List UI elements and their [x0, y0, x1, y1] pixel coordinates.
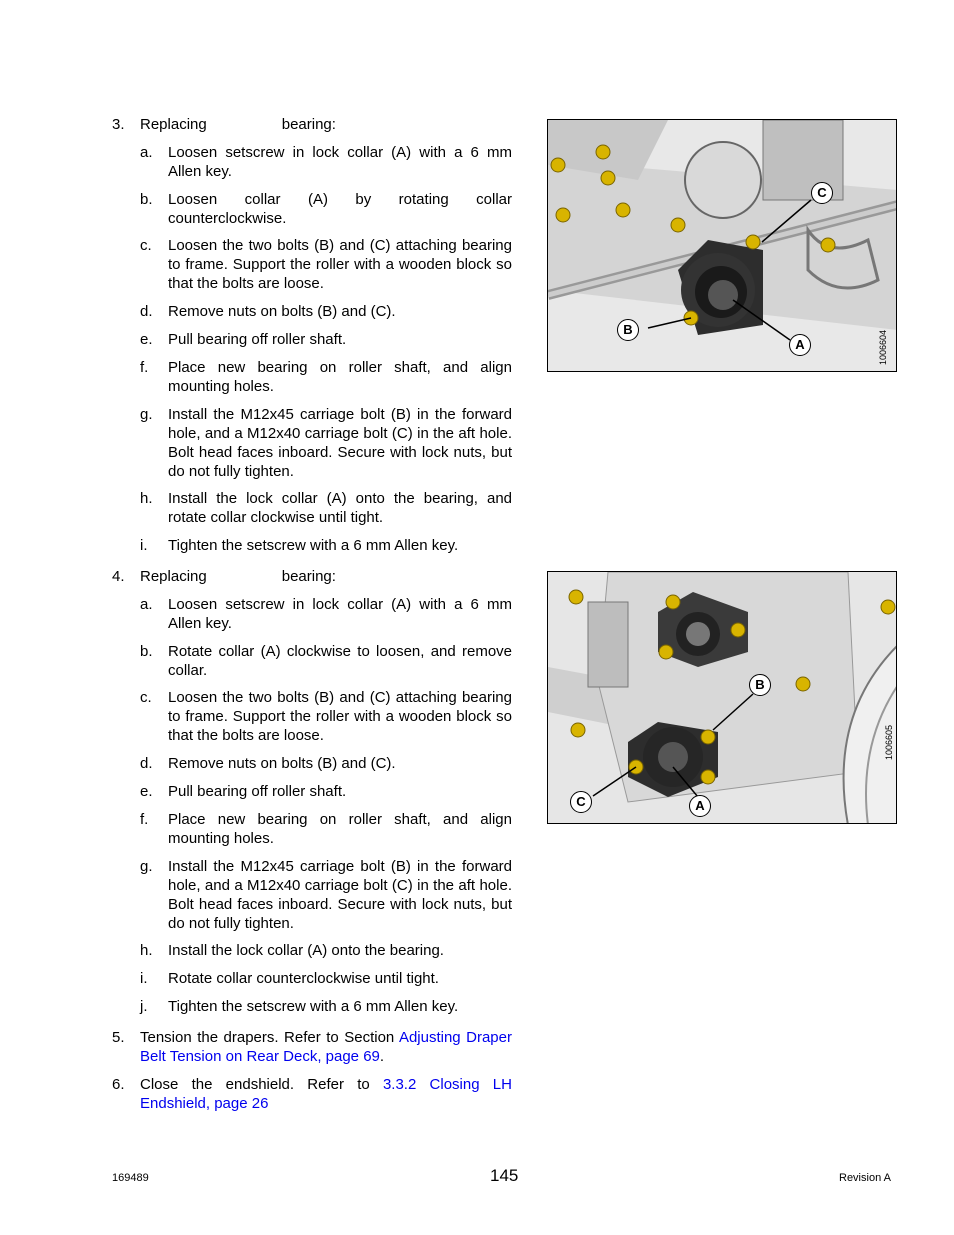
callout-b: B: [617, 319, 639, 341]
step-number: 4.: [112, 568, 125, 585]
substep-text: Install the lock collar (A) onto the bearing, and rotate collar clockwise until tight.: [168, 490, 512, 526]
substep-text: Loosen setscrew in lock collar (A) with a 6 mm Allen key.: [168, 144, 512, 180]
figure-front-bearing: [547, 571, 897, 824]
substep-letter: b.: [140, 191, 153, 208]
substep-text: Remove nuts on bolts (B) and (C).: [168, 755, 396, 772]
step-number: 5.: [112, 1029, 125, 1046]
substep-letter: f.: [140, 359, 149, 376]
callout-a: A: [789, 334, 811, 356]
substep-text: Loosen the two bolts (B) and (C) attaching bearing to frame. Support the roller with a wooden block so that the bolts are loose.: [168, 689, 512, 744]
substep-letter: j.: [140, 998, 148, 1015]
page-number: 145: [490, 1166, 519, 1185]
figure-id: 1006605: [884, 724, 894, 760]
substep-letter: g.: [140, 406, 153, 423]
figure-illustration: [548, 120, 897, 372]
substep-text: Tighten the setscrew with a 6 mm Allen key.: [168, 998, 459, 1015]
substep-text: Tighten the setscrew with a 6 mm Allen key.: [168, 537, 459, 554]
substep-letter: a.: [140, 596, 153, 613]
substep-letter: g.: [140, 858, 153, 875]
step-text: [140, 1028, 512, 1066]
substep-text: Rotate collar (A) clockwise to loosen, and remove collar.: [168, 643, 512, 679]
step-5-text: Tension the drapers. Refer to Section: [140, 1029, 399, 1046]
step-text: [140, 1075, 512, 1113]
substep-text: Loosen setscrew in lock collar (A) with a 6 mm Allen key.: [168, 596, 512, 632]
substep-letter: h.: [140, 942, 153, 959]
substep-text: Install the lock collar (A) onto the bearing.: [168, 942, 444, 959]
footer-doc-number: 169489: [112, 1172, 149, 1184]
substep-text: Pull bearing off roller shaft.: [168, 783, 347, 800]
figure-illustration: [548, 572, 897, 824]
substep-letter: b.: [140, 643, 153, 660]
substep-letter: h.: [140, 490, 153, 507]
substep-text: Place new bearing on roller shaft, and align mounting holes.: [168, 359, 512, 395]
substep-letter: a.: [140, 144, 153, 161]
figure-rear-bearing: [547, 119, 897, 372]
substep-text: Loosen collar (A) by rotating collar counterclockwise.: [168, 191, 512, 227]
substep-letter: f.: [140, 811, 149, 828]
step-title: Replacing bearing:: [140, 568, 336, 585]
substep-letter: i.: [140, 970, 148, 987]
closing-endshield-link[interactable]: 3.3.2 Closing LH Endshield, page 26: [140, 1076, 512, 1112]
figure-id: 1006604: [878, 329, 888, 365]
substep-letter: e.: [140, 331, 153, 348]
footer-revision: Revision A: [839, 1172, 891, 1184]
adjusting-draper-link[interactable]: Adjusting Draper Belt Tension on Rear Deck, page 69: [140, 1029, 512, 1065]
callout-a: A: [689, 795, 711, 817]
substep-text: Install the M12x45 carriage bolt (B) in the forward hole, and a M12x40 carriage bolt (C) in the aft hole. Bolt head faces inboard. Secure with lock nuts, but do not fully tighten.: [168, 858, 512, 932]
step-title: Replacing bearing:: [140, 116, 336, 133]
step-number: 6.: [112, 1076, 125, 1093]
callout-b: B: [749, 674, 771, 696]
step-6-text: Close the endshield. Refer to: [140, 1076, 383, 1093]
substep-letter: c.: [140, 237, 152, 254]
substep-text: Remove nuts on bolts (B) and (C).: [168, 303, 396, 320]
substep-text: Rotate collar counterclockwise until tight.: [168, 970, 439, 987]
callout-c: C: [811, 182, 833, 204]
substep-text: Place new bearing on roller shaft, and align mounting holes.: [168, 811, 512, 847]
callout-c: C: [570, 791, 592, 813]
substep-letter: e.: [140, 783, 153, 800]
substep-letter: d.: [140, 755, 153, 772]
step-5-end: .: [379, 1048, 385, 1065]
substep-letter: c.: [140, 689, 152, 706]
substep-text: Install the M12x45 carriage bolt (B) in the forward hole, and a M12x40 carriage bolt (C) in the aft hole. Bolt head faces inboard. Secure with lock nuts, but do not fully tighten.: [168, 406, 512, 480]
substep-text: Loosen the two bolts (B) and (C) attaching bearing to frame. Support the roller with a wooden block so that the bolts are loose.: [168, 237, 512, 292]
substep-text: Pull bearing off roller shaft.: [168, 331, 347, 348]
substep-letter: d.: [140, 303, 153, 320]
substep-letter: i.: [140, 537, 148, 554]
step-number: 3.: [112, 116, 125, 133]
